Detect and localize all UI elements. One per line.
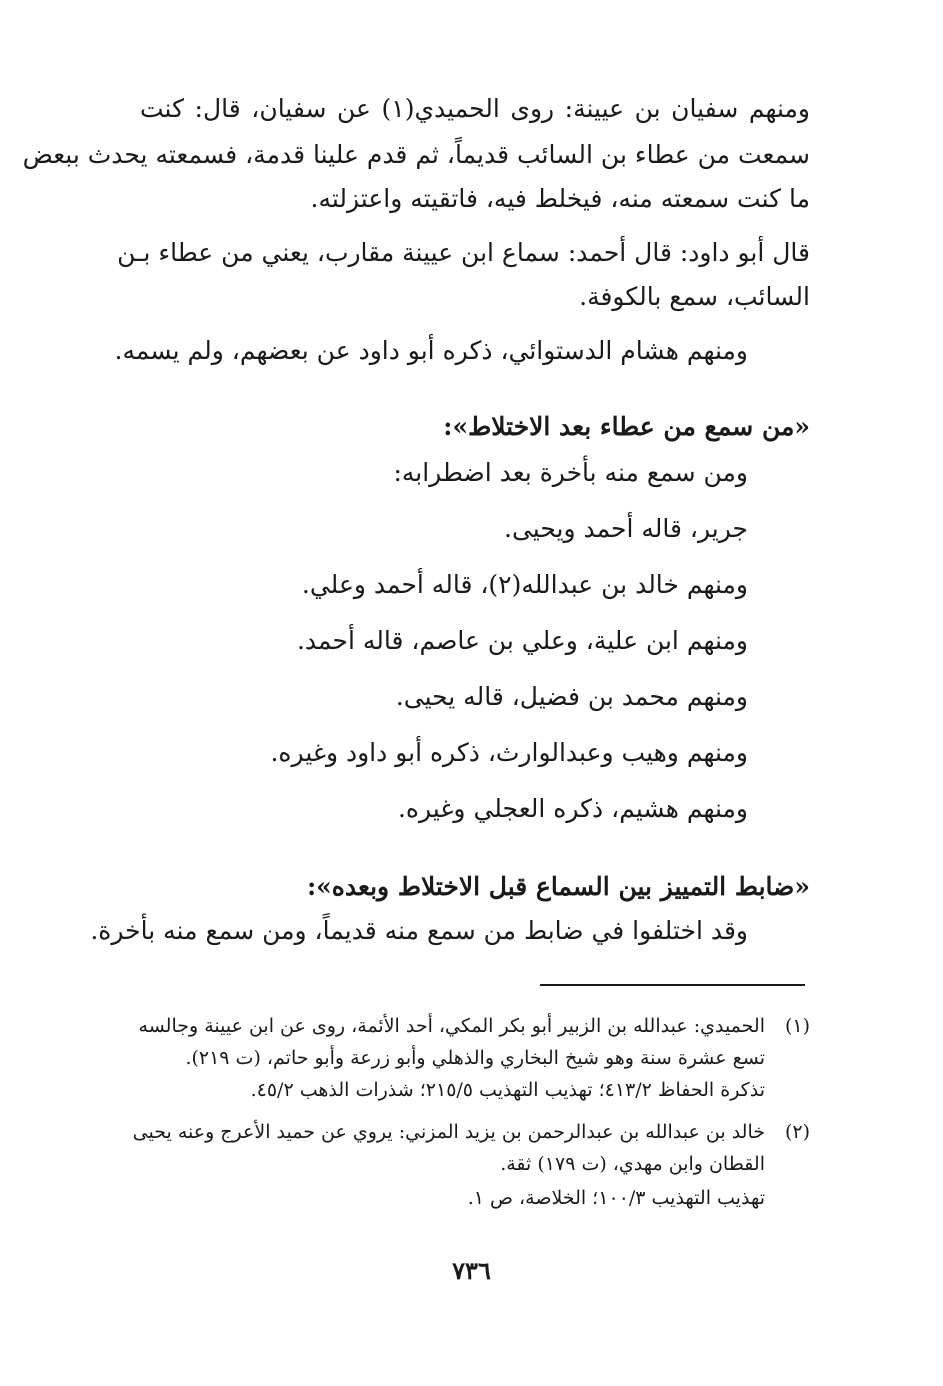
section-heading-criterion: «ضابط التمييز بين السماع قبل الاختلاط وبعده»:	[306, 872, 810, 901]
page-number: ٧٣٦	[452, 1256, 491, 1285]
footnote-1-number: (١)	[784, 1015, 810, 1037]
section-heading-after-confusion: «من سمع من عطاء بعد الاختلاط»:	[443, 412, 810, 441]
footnote-2-line-2: القطان وابن مهدي، (ت ١٧٩) ثقة.	[500, 1153, 765, 1175]
footnote-2-number: (٢)	[784, 1121, 810, 1143]
paragraph-2-line-1: قال أبو داود: قال أحمد: سماع ابن عيينة مقارب، يعني من عطاء بـن	[117, 238, 810, 267]
narrator-item: ومنهم خالد بن عبدالله(٢)، قاله أحمد وعلي.	[301, 570, 748, 599]
footnote-separator	[540, 984, 805, 986]
paragraph-1-line-1: ومنهم سفيان بن عيينة: روى الحميدي(١) عن سفيان، قال: كنت	[140, 94, 810, 123]
footnote-2-line-1: خالد بن عبدالله بن عبدالرحمن بن يزيد المزني: يروي عن حميد الأعرج وعنه يحيى	[132, 1121, 765, 1143]
narrator-item: ومنهم محمد بن فضيل، قاله يحيى.	[395, 682, 748, 711]
section-2-text: وقد اختلفوا في ضابط من سمع منه قديماً، ومن سمع منه بأخرة.	[90, 916, 748, 945]
narrator-item: ومنهم ابن علية، وعلي بن عاصم، قاله أحمد.	[296, 626, 748, 655]
paragraph-2-line-2: السائب، سمع بالكوفة.	[579, 282, 810, 311]
narrator-item: ومنهم هشيم، ذكره العجلي وغيره.	[397, 794, 748, 823]
footnote-2-line-3: تهذيب التهذيب ١٠٠/٣؛ الخلاصة، ص ١.	[467, 1187, 765, 1209]
footnote-1-line-2: تسع عشرة سنة وهو شيخ البخاري والذهلي وأبو زرعة وأبو حاتم، (ت ٢١٩).	[185, 1047, 765, 1069]
narrator-item: جرير، قاله أحمد ويحيى.	[504, 514, 748, 543]
paragraph-1-line-3: ما كنت سمعته منه، فيخلط فيه، فاتقيته واعتزلته.	[310, 184, 810, 213]
section-1-intro: ومن سمع منه بأخرة بعد اضطرابه:	[393, 458, 748, 487]
footnote-1-line-3: تذكرة الحفاظ ٤١٣/٢؛ تهذيب التهذيب ٢١٥/٥؛ شذرات الذهب ٤٥/٢.	[250, 1079, 765, 1101]
narrator-item: ومنهم وهيب وعبدالوارث، ذكره أبو داود وغيره.	[270, 738, 748, 767]
paragraph-3: ومنهم هشام الدستوائي، ذكره أبو داود عن بعضهم، ولم يسمه.	[114, 336, 748, 365]
paragraph-1-line-2: سمعت من عطاء بن السائب قديماً، ثم قدم علينا قدمة، فسمعته يحدث ببعض	[22, 140, 810, 169]
footnote-1-line-1: الحميدي: عبدالله بن الزبير أبو بكر المكي، أحد الأئمة، روى عن ابن عيينة وجالسه	[138, 1015, 765, 1037]
